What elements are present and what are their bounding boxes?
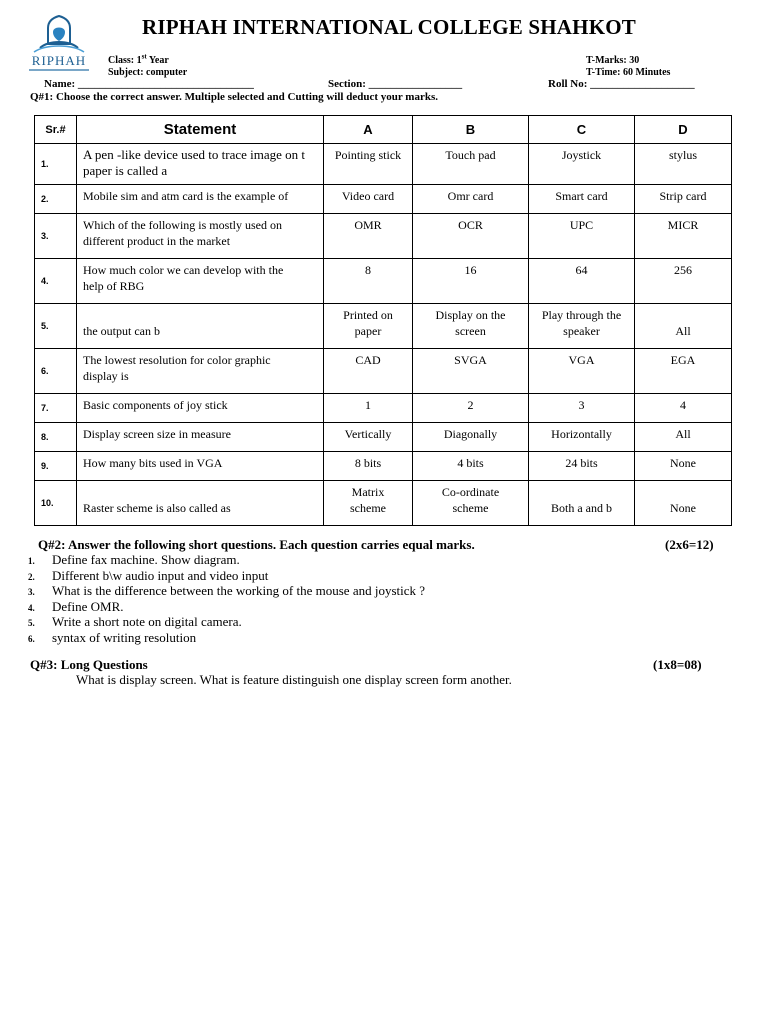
mcq-row xyxy=(35,185,732,214)
question-text: Define OMR. xyxy=(52,598,124,614)
short-question-item xyxy=(28,552,728,567)
cell-line: Touch pad xyxy=(445,148,496,162)
q2-heading: Q#2: Answer the following short questions. Each question carries equal marks. xyxy=(38,537,475,552)
option-d[interactable] xyxy=(635,144,732,185)
cell-line: Play through the xyxy=(541,308,622,322)
cell-line: None xyxy=(670,501,696,515)
cell-line: 64 xyxy=(575,263,588,277)
cell-line: Display on the xyxy=(435,308,506,322)
statement-cell xyxy=(77,214,324,259)
cell-line: A pen -like device used to trace image on t xyxy=(83,147,306,162)
option-c[interactable] xyxy=(529,214,635,259)
question-text: Write a short note on digital camera. xyxy=(52,614,242,629)
cell-line: 8 xyxy=(365,263,371,277)
cell-line: Diagonally xyxy=(443,427,498,441)
option-b[interactable] xyxy=(413,304,529,349)
cell-line: SVGA xyxy=(454,353,487,367)
question-number: 1. xyxy=(28,556,35,566)
option-c[interactable] xyxy=(529,185,635,214)
cell-line: Omr card xyxy=(447,189,494,203)
header-option-a: A xyxy=(324,116,413,144)
option-a[interactable] xyxy=(324,423,413,452)
roll-number-field[interactable]: Roll No: ___________________ xyxy=(548,78,695,90)
row-number: 7. xyxy=(35,394,77,423)
question-text: What is the difference between the working of the mouse and joystick ? xyxy=(52,583,426,598)
row-number: 8. xyxy=(35,423,77,452)
row-number: 6. xyxy=(35,349,77,394)
row-number: 1. xyxy=(35,144,77,185)
mcq-row xyxy=(35,423,732,452)
cell-line: Mobile sim and atm card is the example of xyxy=(83,189,289,203)
mcq-row xyxy=(35,304,732,349)
option-a[interactable] xyxy=(324,304,413,349)
cell-line: screen xyxy=(455,324,486,338)
option-d[interactable] xyxy=(635,394,732,423)
mcq-row xyxy=(35,481,732,526)
statement-cell xyxy=(77,423,324,452)
option-a[interactable] xyxy=(324,452,413,481)
mcq-table xyxy=(34,115,732,526)
cell-line: paper is called a xyxy=(83,163,168,178)
cell-line: OCR xyxy=(458,218,483,232)
cell-line: scheme xyxy=(350,501,386,515)
short-question-item xyxy=(28,583,728,598)
cell-line: 8 bits xyxy=(354,456,382,470)
cell-line: Vertically xyxy=(344,427,392,441)
name-field[interactable]: Name: ________________________________ xyxy=(44,78,254,90)
option-b[interactable] xyxy=(413,144,529,185)
cell-line: the output can b xyxy=(83,324,160,338)
question-number: 5. xyxy=(28,618,35,628)
header-option-d: D xyxy=(635,116,732,144)
cell-line: None xyxy=(670,456,696,470)
cell-line: 4 xyxy=(680,398,686,412)
option-b[interactable] xyxy=(413,423,529,452)
cell-line: UPC xyxy=(569,218,594,232)
option-d[interactable] xyxy=(635,185,732,214)
cell-line: Display screen size in measure xyxy=(83,427,231,441)
q1-instruction: Q#1: Choose the correct answer. Multiple selected and Cutting will deduct your marks. xyxy=(30,91,438,103)
cell-line: different product in the market xyxy=(83,234,231,248)
long-question-text: What is display screen. What is feature distinguish one display screen form another. xyxy=(76,672,512,687)
logo-wordmark: RIPHAH xyxy=(31,53,87,68)
cell-line: 2 xyxy=(467,398,474,412)
cell-line: Basic components of joy stick xyxy=(83,398,228,412)
option-b[interactable] xyxy=(413,259,529,304)
cell-line: Both a and b xyxy=(551,501,612,515)
section-field[interactable]: Section: _________________ xyxy=(328,78,463,90)
mcq-row xyxy=(35,394,732,423)
row-number: 9. xyxy=(35,452,77,481)
option-b[interactable] xyxy=(413,185,529,214)
question-number: 4. xyxy=(28,602,35,613)
cell-line xyxy=(635,307,731,323)
statement-cell xyxy=(77,144,324,185)
cell-line xyxy=(529,484,634,500)
cell-line: scheme xyxy=(452,501,489,515)
cell-line: 3 xyxy=(578,398,585,412)
class-info: Class: 1st Year xyxy=(108,52,169,66)
option-b[interactable] xyxy=(413,349,529,394)
statement-cell xyxy=(77,394,324,423)
short-question-item xyxy=(28,599,728,614)
header-statement: Statement xyxy=(77,116,324,144)
cell-line: 16 xyxy=(464,263,477,277)
short-question-item xyxy=(28,630,728,645)
cell-line: MICR xyxy=(667,218,699,232)
cell-line: stylus xyxy=(668,148,697,162)
cell-line: EGA xyxy=(670,353,696,367)
cell-line: 256 xyxy=(674,263,692,277)
college-logo xyxy=(26,14,92,74)
option-b[interactable] xyxy=(413,481,529,526)
option-c[interactable] xyxy=(529,394,635,423)
option-c[interactable] xyxy=(529,144,635,185)
logo-underline xyxy=(29,69,89,71)
option-d[interactable] xyxy=(635,349,732,394)
row-number: 3. xyxy=(35,214,77,259)
cell-line: Matrix xyxy=(351,485,385,499)
cell-line: Horizontally xyxy=(551,427,612,441)
cell-line: VGA xyxy=(568,353,595,367)
question-text: Different b\w audio input and video input xyxy=(52,567,269,583)
short-question-item xyxy=(28,614,728,629)
cell-line xyxy=(83,484,319,500)
statement-cell xyxy=(77,481,324,526)
short-questions-list xyxy=(28,552,728,648)
option-a[interactable] xyxy=(324,259,413,304)
statement-cell xyxy=(77,185,324,214)
cell-line: Co-ordinate xyxy=(441,485,500,499)
option-b[interactable] xyxy=(413,452,529,481)
option-a[interactable] xyxy=(324,349,413,394)
option-d[interactable] xyxy=(635,481,732,526)
total-time: T-Time: 60 Minutes xyxy=(586,67,671,78)
cell-line: Joystick xyxy=(561,148,602,162)
q3-heading: Q#3: Long Questions xyxy=(30,657,148,672)
option-d[interactable] xyxy=(635,304,732,349)
college-crest-icon xyxy=(26,14,92,54)
option-a[interactable] xyxy=(324,481,413,526)
subject-info: Subject: computer xyxy=(108,67,188,78)
cell-line: Raster scheme is also called as xyxy=(83,501,231,515)
row-number: 2. xyxy=(35,185,77,214)
option-a[interactable] xyxy=(324,214,413,259)
question-text: syntax of writing resolution xyxy=(52,629,197,645)
cell-line: paper xyxy=(354,324,382,338)
option-c[interactable] xyxy=(529,349,635,394)
statement-cell xyxy=(77,304,324,349)
cell-line: All xyxy=(675,427,691,441)
cell-line: 4 bits xyxy=(457,456,484,470)
short-question-item xyxy=(28,568,728,583)
option-a[interactable] xyxy=(324,394,413,423)
total-marks: T-Marks: 30 xyxy=(586,55,640,66)
mcq-row xyxy=(35,259,732,304)
cell-line xyxy=(635,484,731,500)
cell-line: 24 bits xyxy=(565,456,598,470)
option-c[interactable] xyxy=(529,304,635,349)
cell-line: Strip card xyxy=(659,189,707,203)
statement-cell xyxy=(77,259,324,304)
option-b[interactable] xyxy=(413,394,529,423)
cell-line: display is xyxy=(83,369,129,383)
cell-line: CAD xyxy=(355,353,381,367)
page-title: RIPHAH INTERNATIONAL COLLEGE SHAHKOT xyxy=(142,15,636,39)
option-b[interactable] xyxy=(413,214,529,259)
option-a[interactable] xyxy=(324,144,413,185)
mcq-row xyxy=(35,144,732,185)
cell-line: Smart card xyxy=(555,189,608,203)
statement-cell xyxy=(77,452,324,481)
cell-line: 1 xyxy=(365,398,371,412)
cell-line: speaker xyxy=(563,324,600,338)
cell-line: help of RBG xyxy=(83,279,145,293)
row-number: 10. xyxy=(35,481,77,526)
cell-line: All xyxy=(675,324,691,338)
option-d[interactable] xyxy=(635,259,732,304)
option-d[interactable] xyxy=(635,214,732,259)
option-c[interactable] xyxy=(529,259,635,304)
row-number: 5. xyxy=(35,304,77,349)
cell-line: Printed on xyxy=(343,308,393,322)
question-number: 3. xyxy=(28,587,35,597)
mcq-row xyxy=(35,214,732,259)
cell-line: Pointing stick xyxy=(334,148,402,162)
option-c[interactable] xyxy=(529,423,635,452)
cell-line: The lowest resolution for color graphic xyxy=(83,353,271,367)
mcq-row xyxy=(35,349,732,394)
header-option-c: C xyxy=(529,116,635,144)
cell-line: Video card xyxy=(341,189,395,203)
option-d[interactable] xyxy=(635,452,732,481)
option-c[interactable] xyxy=(529,452,635,481)
header-sr: Sr.# xyxy=(35,116,77,144)
q2-marks: (2x6=12) xyxy=(665,537,714,552)
q3-marks: (1x8=08) xyxy=(653,657,702,672)
cell-line xyxy=(83,307,319,323)
cell-line: How many bits used in VGA xyxy=(83,456,223,470)
row-number: 4. xyxy=(35,259,77,304)
cell-line: OMR xyxy=(354,218,382,232)
option-a[interactable] xyxy=(324,185,413,214)
option-d[interactable] xyxy=(635,423,732,452)
mcq-row xyxy=(35,452,732,481)
cell-line: How much color we can develop with the xyxy=(83,263,284,277)
header-option-b: B xyxy=(413,116,529,144)
option-c[interactable] xyxy=(529,481,635,526)
question-text: Define fax machine. Show diagram. xyxy=(52,552,240,567)
statement-cell xyxy=(77,349,324,394)
question-number: 2. xyxy=(28,571,35,582)
mcq-header-row xyxy=(35,116,732,144)
question-number: 6. xyxy=(28,633,35,644)
cell-line: Which of the following is mostly used on xyxy=(83,218,282,232)
